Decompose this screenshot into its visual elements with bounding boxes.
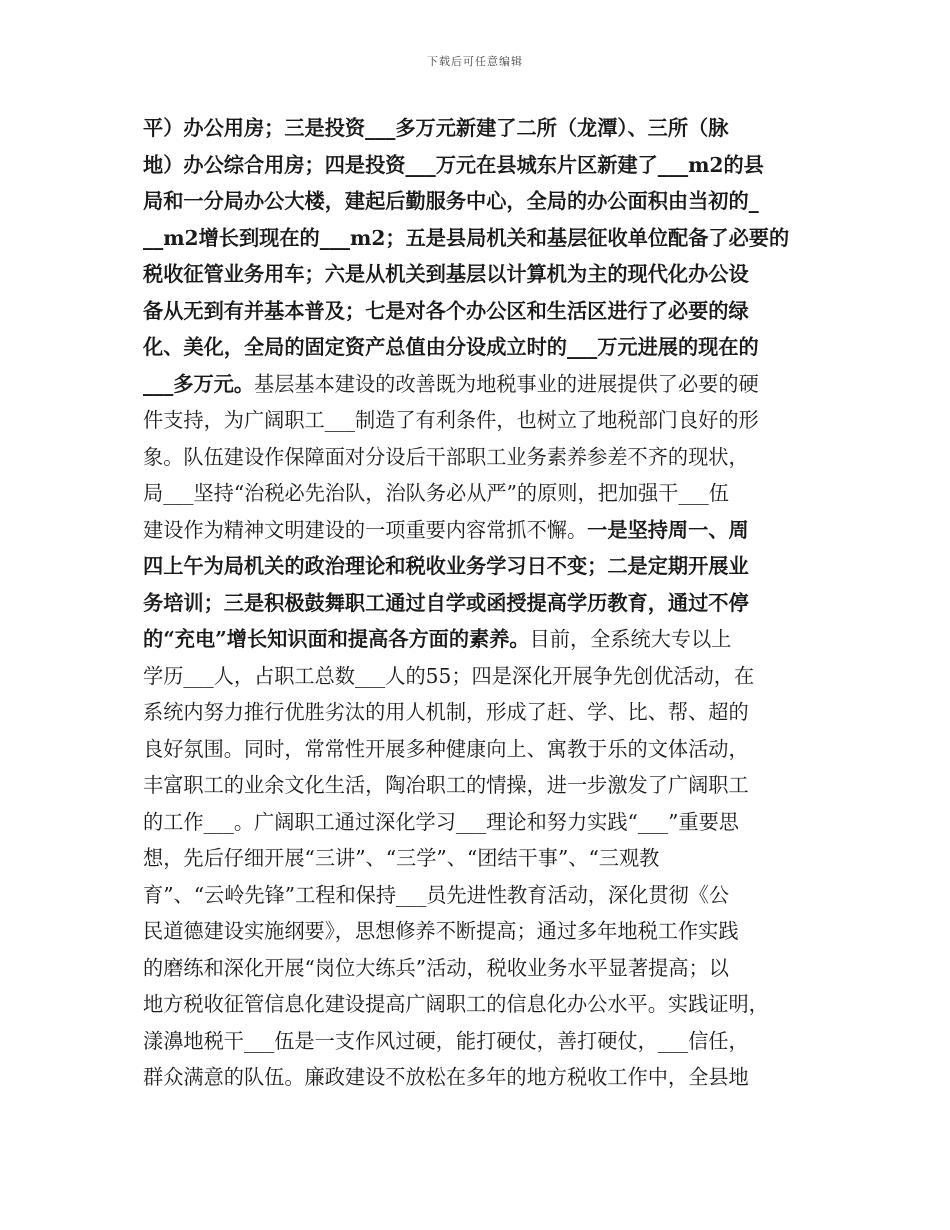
text-line [143,621,815,658]
text-line: 良好氛围。同时，常常性开展多种健康向上、寓教于乐的文体活动， [143,736,749,761]
text-line: 想，先后仔细开展“三讲”、“三学”、“团结干事”、“三观教 [143,846,660,870]
text-segment: ___多万元。 [143,371,255,396]
text-line: 漾濞地税干___伍是一支作风过硬，能打硬仗，善打硬仗，___信任， [143,1028,749,1053]
document-body [143,110,815,1096]
text-line: __m2增长到现在的___m2；五是县局机关和基层征收单位配备了必要的 [143,225,790,250]
text-line [143,512,815,549]
text-line: 件支持，为广阔职工___制造了有利条件，也树立了地税部门良好的形 [143,408,759,432]
text-line: 务培训；三是积极鼓舞职工通过自学或函授提高学历教育，通过不停 [143,590,749,615]
text-line: 化、美化，全局的固定资产总值由分设成立时的___万元进展的现在的 [143,335,759,359]
text-line: 系统内努力推行优胜劣汰的用人机制，形成了赶、学、比、帮、超的 [143,700,749,724]
text-line: 四上午为局机关的政治理论和税收业务学习日不变；二是定期开展业 [143,554,749,578]
text-line: 平）办公用房；三是投资___多万元新建了二所（龙潭）、三所（脉 [143,116,729,140]
text-segment: 建设作为精神文明建设的一项重要内容常抓不懈。 [143,517,588,542]
text-line: 民道德建设实施纲要》，思想修养不断提高；通过多年地税工作实践 [143,919,739,943]
text-segment: 的“充电”增长知识面和提高各方面的素养。 [143,627,530,651]
text-line: 丰富职工的业余文化生活，陶冶职工的情操，进一步激发了广阔职工 [143,773,749,797]
text-line [143,366,815,403]
text-line: 备从无到有并基本普及；七是对各个办公区和生活区进行了必要的绿 [143,298,749,323]
text-line: 群众满意的队伍。廉政建设不放松在多年的地方税收工作中，全县地 [143,1065,749,1089]
text-line: 税收征管业务用车；六是从机关到基层以计算机为主的现代化办公设 [143,262,749,286]
text-line: 象。队伍建设作保障面对分设后干部职工业务素养参差不齐的现状， [143,444,749,469]
text-line: 育”、“云岭先锋”工程和保持___员先进性教育活动，深化贯彻《公 [143,882,730,907]
text-segment: 基层基本建设的改善既为地税事业的进展提供了必要的硬 [254,371,759,396]
text-line: 学历___人，占职工总数___人的55；四是深化开展争先创优活动，在 [143,663,755,688]
text-segment: 一是坚持周一、周 [587,517,749,542]
text-line: 的磨练和深化开展“岗位大练兵”活动，税收业务水平显著提高；以 [143,955,729,980]
text-line: 地方税收征管信息化建设提高广阔职工的信息化办公水平。实践证明， [143,992,769,1016]
text-line: 的工作___。广阔职工通过深化学习___理论和努力实践“___”重要思 [143,809,739,834]
page-header: 下载后可任意编辑 [427,55,523,68]
text-segment: 目前，全系统大专以上 [529,627,732,651]
text-line: 地）办公综合用房；四是投资___万元在县城东片区新建了___m2的县 [143,152,764,177]
text-line: 局___坚持“治税必先治队，治队务必从严”的原则，把加强干___伍 [143,481,729,505]
text-line: 局和一分局办公大楼，建起后勤服务中心，全局的办公面积由当初的_ [143,189,759,213]
